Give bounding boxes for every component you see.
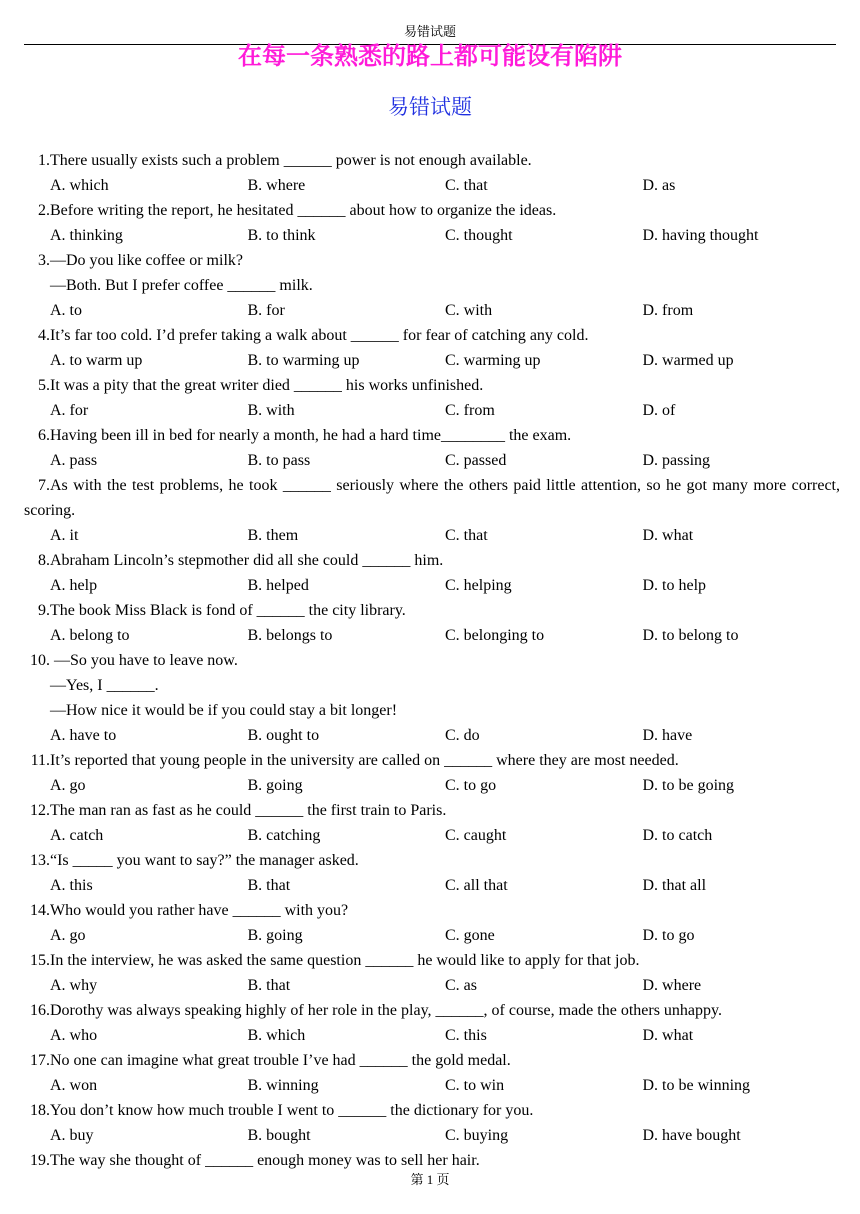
question-text: There usually exists such a problem ______ power is not enough available. xyxy=(50,152,532,169)
question-text: “Is _____ you want to say?” the manager asked. xyxy=(50,852,359,869)
option-a: A. this xyxy=(50,877,93,894)
option-b: B. that xyxy=(247,977,291,994)
option-row xyxy=(24,1073,840,1098)
option-b: B. for xyxy=(247,302,285,319)
option-row xyxy=(24,823,840,848)
question-number: 12. xyxy=(30,802,50,819)
question-text: —Do you like coffee or milk? xyxy=(50,252,243,269)
option-a: A. thinking xyxy=(50,227,123,244)
question-text: The man ran as fast as he could ______ the first train to Paris. xyxy=(50,802,447,819)
question-text: Before writing the report, he hesitated ______ about how to organize the ideas. xyxy=(50,202,557,219)
option-c: C. with xyxy=(445,302,493,319)
question-number: 6. xyxy=(38,427,50,444)
option-c: C. that xyxy=(445,527,488,544)
option-row xyxy=(24,298,840,323)
option-d: D. what xyxy=(642,527,694,544)
question-text: —So you have to leave now. xyxy=(50,652,238,669)
option-a: A. which xyxy=(50,177,109,194)
question-item xyxy=(24,848,840,898)
option-b: B. going xyxy=(247,777,303,794)
question-number: 15. xyxy=(30,952,50,969)
question-stem xyxy=(24,648,840,673)
option-c: C. this xyxy=(445,1027,487,1044)
question-item xyxy=(24,1048,840,1098)
question-stem xyxy=(24,198,840,223)
question-item xyxy=(24,1098,840,1148)
page-number: 第 1 页 xyxy=(410,1172,450,1187)
option-d: D. to go xyxy=(642,927,695,944)
option-d: D. to be going xyxy=(642,777,735,794)
option-row xyxy=(24,773,840,798)
option-a: A. won xyxy=(50,1077,98,1094)
option-row xyxy=(24,573,840,598)
question-number: 1. xyxy=(38,152,50,169)
option-c: C. as xyxy=(445,977,477,994)
question-stem xyxy=(24,948,840,973)
option-a: A. pass xyxy=(50,452,98,469)
question-number: 13. xyxy=(30,852,50,869)
question-item xyxy=(24,1148,840,1173)
page-title: 在每一条熟悉的路上都可能设有陷阱 xyxy=(238,42,622,70)
question-stem xyxy=(24,248,840,273)
question-item xyxy=(24,373,840,423)
question-text: As with the test problems, he took ______ seriously where the others paid little attention, so he got many more correct, scoring. xyxy=(24,477,840,519)
option-c: C. from xyxy=(445,402,495,419)
option-d: D. of xyxy=(642,402,676,419)
option-row xyxy=(24,1123,840,1148)
question-text: It’s reported that young people in the university are called on ______ where they are most needed. xyxy=(50,752,679,769)
option-b: B. belongs to xyxy=(247,627,333,644)
option-c: C. caught xyxy=(445,827,507,844)
option-b: B. ought to xyxy=(247,727,320,744)
question-item xyxy=(24,548,840,598)
option-c: C. thought xyxy=(445,227,513,244)
option-c: C. passed xyxy=(445,452,507,469)
question-text: The book Miss Black is fond of ______ the city library. xyxy=(50,602,406,619)
option-row xyxy=(24,723,840,748)
option-a: A. buy xyxy=(50,1127,94,1144)
question-stem xyxy=(24,798,840,823)
option-b: B. with xyxy=(247,402,295,419)
question-number: 17. xyxy=(30,1052,50,1069)
option-a: A. who xyxy=(50,1027,98,1044)
dialogue-line: —How nice it would be if you could stay a bit longer! xyxy=(50,702,398,719)
question-item xyxy=(24,648,840,748)
running-header: 易错试题 xyxy=(403,24,456,39)
question-stem xyxy=(24,1098,840,1123)
option-row xyxy=(24,873,840,898)
option-row xyxy=(24,173,840,198)
question-number: 8. xyxy=(38,552,50,569)
option-d: D. to be winning xyxy=(642,1077,751,1094)
question-text: You don’t know how much trouble I went to ______ the dictionary for you. xyxy=(50,1102,534,1119)
question-text: Abraham Lincoln’s stepmother did all she could ______ him. xyxy=(50,552,444,569)
question-item xyxy=(24,998,840,1048)
question-text: No one can imagine what great trouble I’ve had ______ the gold medal. xyxy=(50,1052,511,1069)
question-item xyxy=(24,798,840,848)
question-stem xyxy=(24,998,840,1023)
option-row xyxy=(24,348,840,373)
option-c: C. do xyxy=(445,727,480,744)
option-c: C. helping xyxy=(445,577,512,594)
option-d: D. as xyxy=(642,177,676,194)
question-item xyxy=(24,148,840,198)
page-subtitle: 易错试题 xyxy=(388,95,472,119)
option-b: B. where xyxy=(247,177,306,194)
option-c: C. gone xyxy=(445,927,495,944)
dialogue-line: —Yes, I ______. xyxy=(50,677,159,694)
option-d: D. to catch xyxy=(642,827,713,844)
question-number: 10. xyxy=(30,652,50,669)
option-d: D. warmed up xyxy=(642,352,734,369)
option-a: A. have to xyxy=(50,727,117,744)
option-d: D. having thought xyxy=(642,227,759,244)
option-b: B. to warming up xyxy=(247,352,360,369)
option-d: D. where xyxy=(642,977,702,994)
question-text: It was a pity that the great writer died ______ his works unfinished. xyxy=(50,377,484,394)
option-d: D. what xyxy=(642,1027,694,1044)
question-number: 7. xyxy=(38,477,50,494)
option-a: A. go xyxy=(50,927,86,944)
question-number: 18. xyxy=(30,1102,50,1119)
option-a: A. catch xyxy=(50,827,104,844)
option-row xyxy=(24,923,840,948)
option-a: A. why xyxy=(50,977,98,994)
question-number: 2. xyxy=(38,202,50,219)
option-b: B. which xyxy=(247,1027,306,1044)
option-a: A. it xyxy=(50,527,79,544)
option-b: B. bought xyxy=(247,1127,311,1144)
option-c: C. all that xyxy=(445,877,508,894)
option-b: B. them xyxy=(247,527,299,544)
question-number: 3. xyxy=(38,252,50,269)
question-item xyxy=(24,198,840,248)
question-item xyxy=(24,423,840,473)
question-item xyxy=(24,898,840,948)
question-stem xyxy=(24,148,840,173)
question-text: Dorothy was always speaking highly of her role in the play, ______, of course, made the others unhappy. xyxy=(50,1002,722,1019)
option-d: D. to belong to xyxy=(642,627,739,644)
question-number: 14. xyxy=(30,902,50,919)
option-row xyxy=(24,398,840,423)
option-a: A. go xyxy=(50,777,86,794)
option-c: C. that xyxy=(445,177,488,194)
question-item xyxy=(24,598,840,648)
option-b: B. catching xyxy=(247,827,321,844)
question-number: 19. xyxy=(30,1152,50,1169)
question-number: 5. xyxy=(38,377,50,394)
option-row xyxy=(24,1023,840,1048)
question-stem xyxy=(24,1048,840,1073)
question-stem xyxy=(24,598,840,623)
option-c: C. buying xyxy=(445,1127,509,1144)
option-row xyxy=(24,623,840,648)
option-d: D. that all xyxy=(642,877,707,894)
option-row xyxy=(24,973,840,998)
question-stem xyxy=(24,1148,840,1173)
question-stem xyxy=(24,748,840,773)
option-d: D. have xyxy=(642,727,693,744)
option-a: A. for xyxy=(50,402,89,419)
option-b: B. going xyxy=(247,927,303,944)
option-row xyxy=(24,448,840,473)
option-c: C. warming up xyxy=(445,352,541,369)
option-b: B. winning xyxy=(247,1077,319,1094)
question-item xyxy=(24,948,840,998)
question-list xyxy=(24,148,840,1173)
option-d: D. from xyxy=(642,302,694,319)
question-item xyxy=(24,323,840,373)
question-stem xyxy=(24,423,840,448)
question-stem xyxy=(24,898,840,923)
question-number: 16. xyxy=(30,1002,50,1019)
option-row xyxy=(24,523,840,548)
question-stem xyxy=(24,548,840,573)
question-number: 11. xyxy=(30,752,50,769)
option-a: A. help xyxy=(50,577,98,594)
option-b: B. to think xyxy=(247,227,316,244)
option-b: B. helped xyxy=(247,577,309,594)
question-text: Who would you rather have ______ with you? xyxy=(50,902,349,919)
question-text: It’s far too cold. I’d prefer taking a walk about ______ for fear of catching any cold. xyxy=(50,327,589,344)
option-c: C. to win xyxy=(445,1077,505,1094)
question-stem xyxy=(24,323,840,348)
option-a: A. to xyxy=(50,302,82,319)
option-d: D. passing xyxy=(642,452,711,469)
question-item xyxy=(24,248,840,323)
option-a: A. to warm up xyxy=(50,352,143,369)
question-item xyxy=(24,473,840,548)
question-text: In the interview, he was asked the same question ______ he would like to apply for that job. xyxy=(50,952,640,969)
option-row xyxy=(24,223,840,248)
option-d: D. have bought xyxy=(642,1127,741,1144)
question-text: The way she thought of ______ enough money was to sell her hair. xyxy=(50,1152,480,1169)
question-stem xyxy=(24,848,840,873)
question-number: 4. xyxy=(38,327,50,344)
question-text: Having been ill in bed for nearly a month, he had a hard time________ the exam. xyxy=(50,427,572,444)
question-item xyxy=(24,748,840,798)
question-stem xyxy=(24,373,840,398)
option-b: B. to pass xyxy=(247,452,311,469)
dialogue-line: —Both. But I prefer coffee ______ milk. xyxy=(50,277,313,294)
option-d: D. to help xyxy=(642,577,707,594)
option-b: B. that xyxy=(247,877,291,894)
option-c: C. belonging to xyxy=(445,627,545,644)
question-number: 9. xyxy=(38,602,50,619)
option-a: A. belong to xyxy=(50,627,130,644)
question-stem xyxy=(24,473,840,523)
option-c: C. to go xyxy=(445,777,497,794)
